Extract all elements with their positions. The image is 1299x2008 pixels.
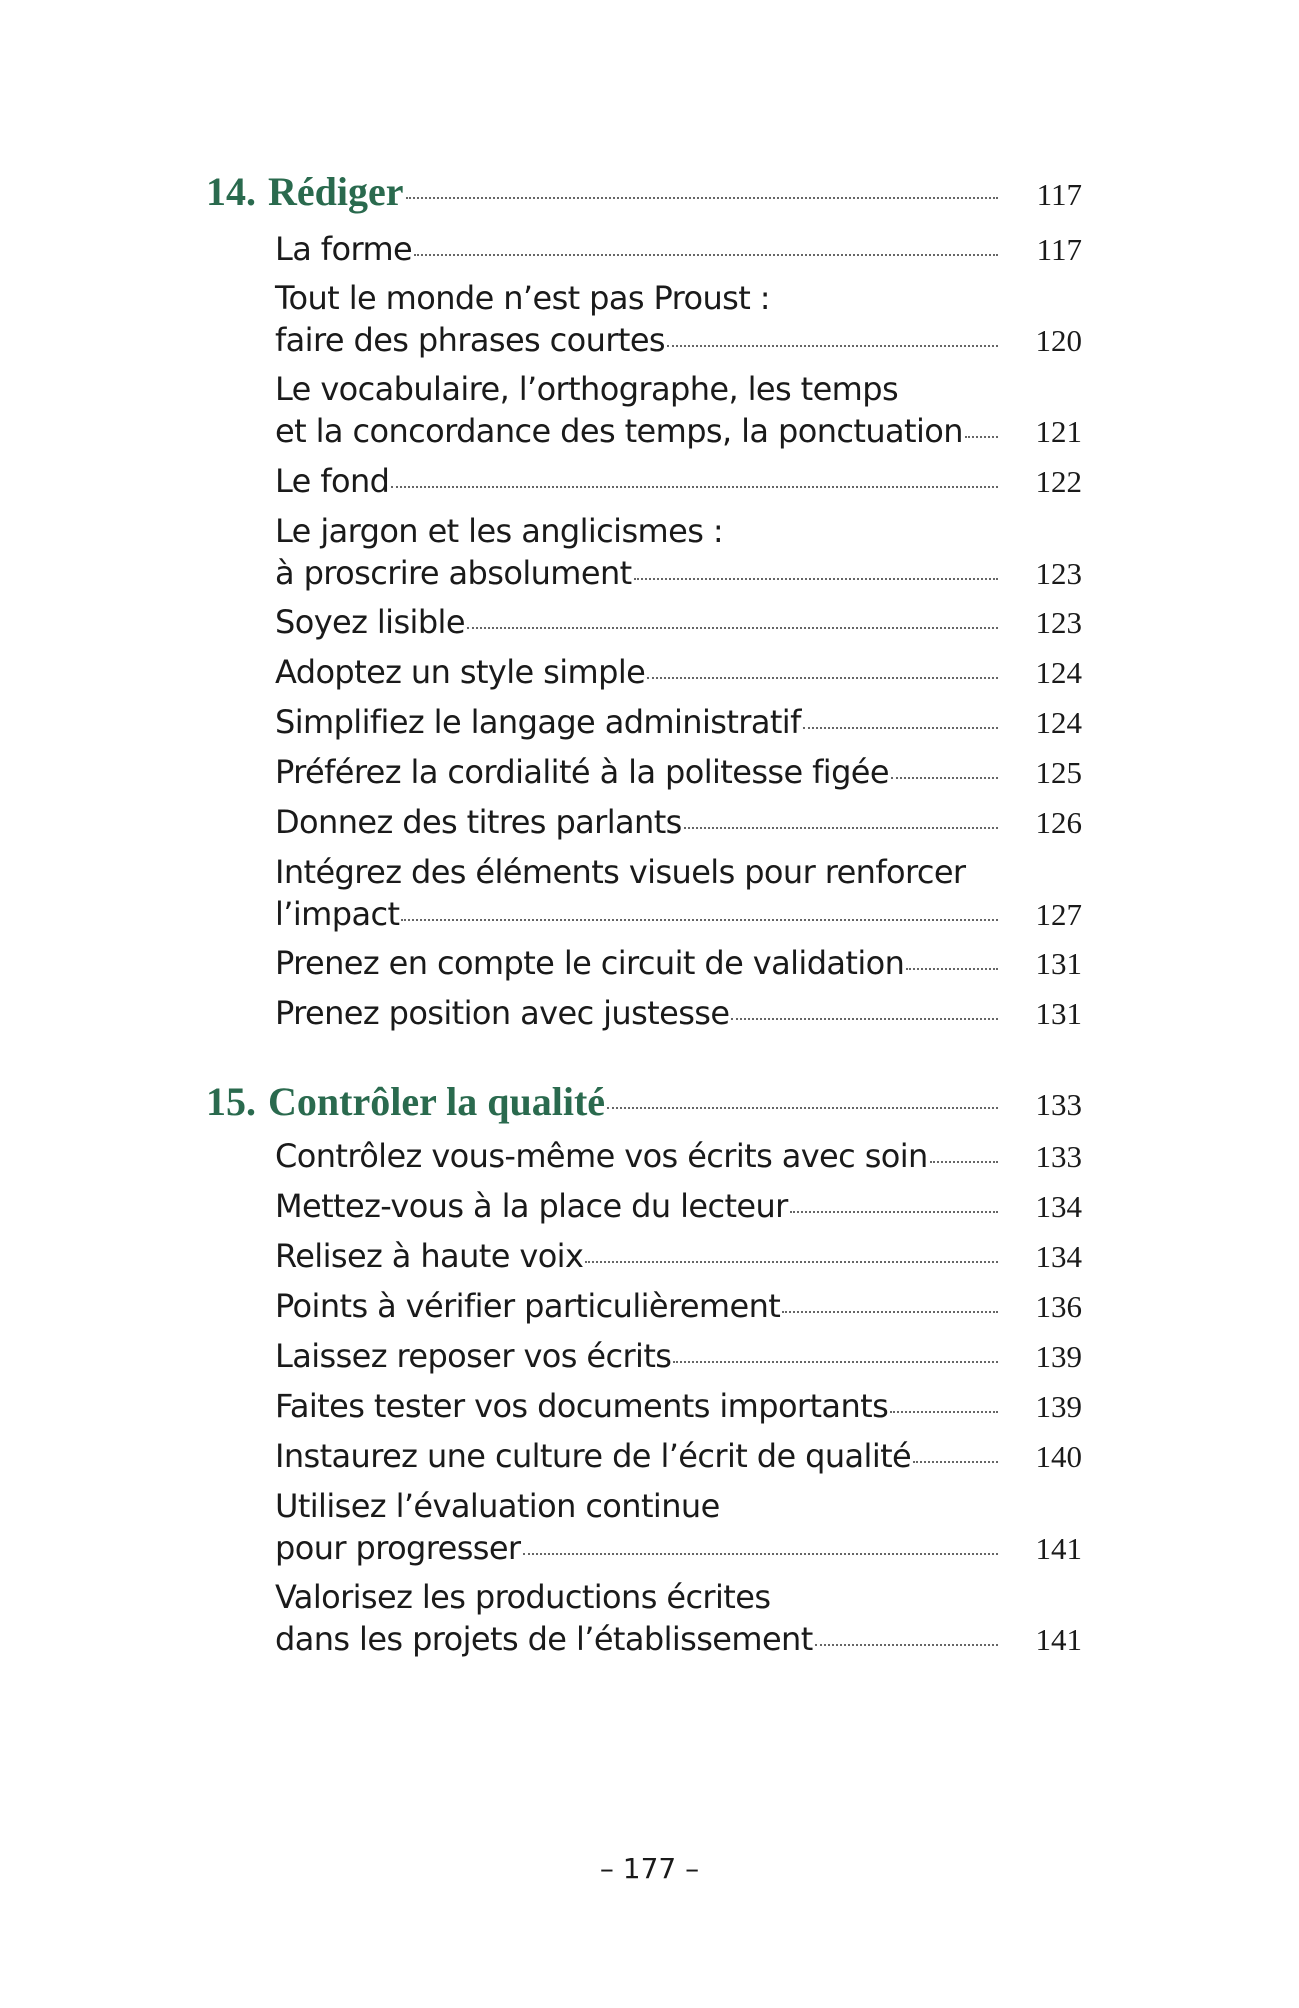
chapter-number: 14. bbox=[206, 169, 256, 214]
toc-entry[interactable] bbox=[275, 651, 1082, 694]
dot-leader bbox=[803, 727, 998, 729]
chapter-heading[interactable] bbox=[206, 168, 1082, 215]
toc-entry[interactable] bbox=[275, 1576, 1082, 1661]
page-folio: – 177 – bbox=[599, 1852, 700, 1885]
entry-title: l’impact bbox=[275, 895, 400, 933]
entry-title: Mettez-vous à la place du lecteur bbox=[275, 1187, 788, 1225]
page-number: 136 bbox=[1035, 1289, 1082, 1324]
toc-entry[interactable] bbox=[275, 228, 1082, 271]
page-number: 133 bbox=[1035, 1087, 1082, 1122]
entry-title: Le fond bbox=[275, 462, 390, 500]
page-number: 123 bbox=[1035, 556, 1082, 591]
toc-entry[interactable] bbox=[275, 460, 1082, 503]
toc-entry[interactable] bbox=[275, 1285, 1082, 1328]
page-number: 140 bbox=[1035, 1439, 1082, 1474]
entry-title: Préférez la cordialité à la politesse figée bbox=[275, 753, 889, 791]
entry-title: Prenez en compte le circuit de validation bbox=[275, 944, 905, 982]
page-number: 127 bbox=[1035, 897, 1082, 932]
dot-leader bbox=[467, 627, 998, 629]
dot-leader bbox=[414, 254, 998, 256]
entry-title-line1: Le jargon et les anglicismes : bbox=[275, 512, 724, 550]
page-number: 124 bbox=[1035, 705, 1082, 740]
page-number: 133 bbox=[1035, 1139, 1082, 1174]
page-number: 141 bbox=[1035, 1531, 1082, 1566]
toc-entry[interactable] bbox=[275, 1185, 1082, 1228]
toc-entry[interactable] bbox=[275, 277, 1082, 362]
dot-leader bbox=[891, 777, 998, 779]
dot-leader bbox=[585, 1261, 998, 1263]
entry-title-line1: Valorisez les productions écrites bbox=[275, 1578, 771, 1616]
chapter-heading[interactable] bbox=[206, 1078, 1082, 1125]
entry-title-line1: Utilisez l’évaluation continue bbox=[275, 1487, 720, 1525]
page-number: 123 bbox=[1035, 605, 1082, 640]
page-number: 120 bbox=[1035, 323, 1082, 358]
dot-leader bbox=[684, 827, 998, 829]
page-number: 134 bbox=[1035, 1239, 1082, 1274]
dot-leader bbox=[607, 1107, 998, 1109]
page-number: 117 bbox=[1036, 232, 1082, 267]
toc-entry[interactable] bbox=[275, 851, 1082, 936]
entry-title: Prenez position avec justesse bbox=[275, 994, 730, 1032]
entry-title: Contrôlez vous-même vos écrits avec soin bbox=[275, 1137, 928, 1175]
entry-title: dans les projets de l’établissement bbox=[275, 1620, 813, 1658]
toc-entry[interactable] bbox=[275, 1485, 1082, 1570]
dot-leader bbox=[913, 1461, 998, 1463]
dot-leader bbox=[673, 1361, 998, 1363]
dot-leader bbox=[634, 578, 998, 580]
dot-leader bbox=[890, 1411, 998, 1413]
toc-entry[interactable] bbox=[275, 510, 1082, 595]
entry-title: Faites tester vos documents importants bbox=[275, 1387, 889, 1425]
entry-title: Laissez reposer vos écrits bbox=[275, 1337, 672, 1375]
entry-title: Points à vérifier particulièrement bbox=[275, 1287, 781, 1325]
entry-title: Instaurez une culture de l’écrit de qualité bbox=[275, 1437, 912, 1475]
page-number: 139 bbox=[1035, 1339, 1082, 1374]
page-number: 141 bbox=[1035, 1622, 1082, 1657]
dot-leader bbox=[815, 1644, 998, 1646]
dot-leader bbox=[965, 436, 998, 438]
toc-entry[interactable] bbox=[275, 1435, 1082, 1478]
dot-leader bbox=[790, 1211, 998, 1213]
toc-entry[interactable] bbox=[275, 701, 1082, 744]
chapter-number: 15. bbox=[206, 1079, 256, 1124]
toc-entry[interactable] bbox=[275, 801, 1082, 844]
page-number: 125 bbox=[1035, 755, 1082, 790]
entry-title-line1: Intégrez des éléments visuels pour renforcer bbox=[275, 853, 966, 891]
dot-leader bbox=[906, 968, 998, 970]
page-number: 126 bbox=[1035, 805, 1082, 840]
page-number: 122 bbox=[1035, 464, 1082, 499]
entry-title-line1: Tout le monde n’est pas Proust : bbox=[275, 279, 770, 317]
entry-title: Simplifiez le langage administratif bbox=[275, 703, 801, 741]
dot-leader bbox=[782, 1311, 998, 1313]
dot-leader bbox=[523, 1553, 999, 1555]
chapter-title: Contrôler la qualité bbox=[268, 1079, 606, 1124]
entry-title: Donnez des titres parlants bbox=[275, 803, 682, 841]
entry-title: à proscrire absolument bbox=[275, 554, 632, 592]
page-number: 131 bbox=[1035, 996, 1082, 1031]
page-number: 121 bbox=[1035, 414, 1082, 449]
toc-entry[interactable] bbox=[275, 751, 1082, 794]
dot-leader bbox=[406, 197, 998, 199]
page-number: 134 bbox=[1035, 1189, 1082, 1224]
toc-entry[interactable] bbox=[275, 942, 1082, 985]
entry-title: Adoptez un style simple bbox=[275, 653, 646, 691]
toc-entry[interactable] bbox=[275, 1135, 1082, 1178]
dot-leader bbox=[731, 1018, 998, 1020]
toc-entry[interactable] bbox=[275, 368, 1082, 453]
entry-title: pour progresser bbox=[275, 1529, 521, 1567]
toc-entry[interactable] bbox=[275, 1335, 1082, 1378]
dot-leader bbox=[401, 919, 998, 921]
toc-entry[interactable] bbox=[275, 992, 1082, 1035]
entry-title: Relisez à haute voix bbox=[275, 1237, 584, 1275]
entry-title: et la concordance des temps, la ponctuation bbox=[275, 412, 963, 450]
dot-leader bbox=[930, 1161, 998, 1163]
entry-title: La forme bbox=[275, 230, 413, 268]
entry-title: Soyez lisible bbox=[275, 603, 465, 641]
page-number: 131 bbox=[1035, 946, 1082, 981]
dot-leader bbox=[391, 486, 998, 488]
toc-entry[interactable] bbox=[275, 1385, 1082, 1428]
page-number: 117 bbox=[1036, 177, 1082, 212]
dot-leader bbox=[667, 345, 998, 347]
toc-entry[interactable] bbox=[275, 1235, 1082, 1278]
page-number: 124 bbox=[1035, 655, 1082, 690]
dot-leader bbox=[647, 677, 998, 679]
entry-title: faire des phrases courtes bbox=[275, 321, 666, 359]
chapter-title: Rédiger bbox=[268, 169, 404, 214]
page-number: 139 bbox=[1035, 1389, 1082, 1424]
toc-entry[interactable] bbox=[275, 601, 1082, 644]
entry-title-line1: Le vocabulaire, l’orthographe, les temps bbox=[275, 370, 899, 408]
